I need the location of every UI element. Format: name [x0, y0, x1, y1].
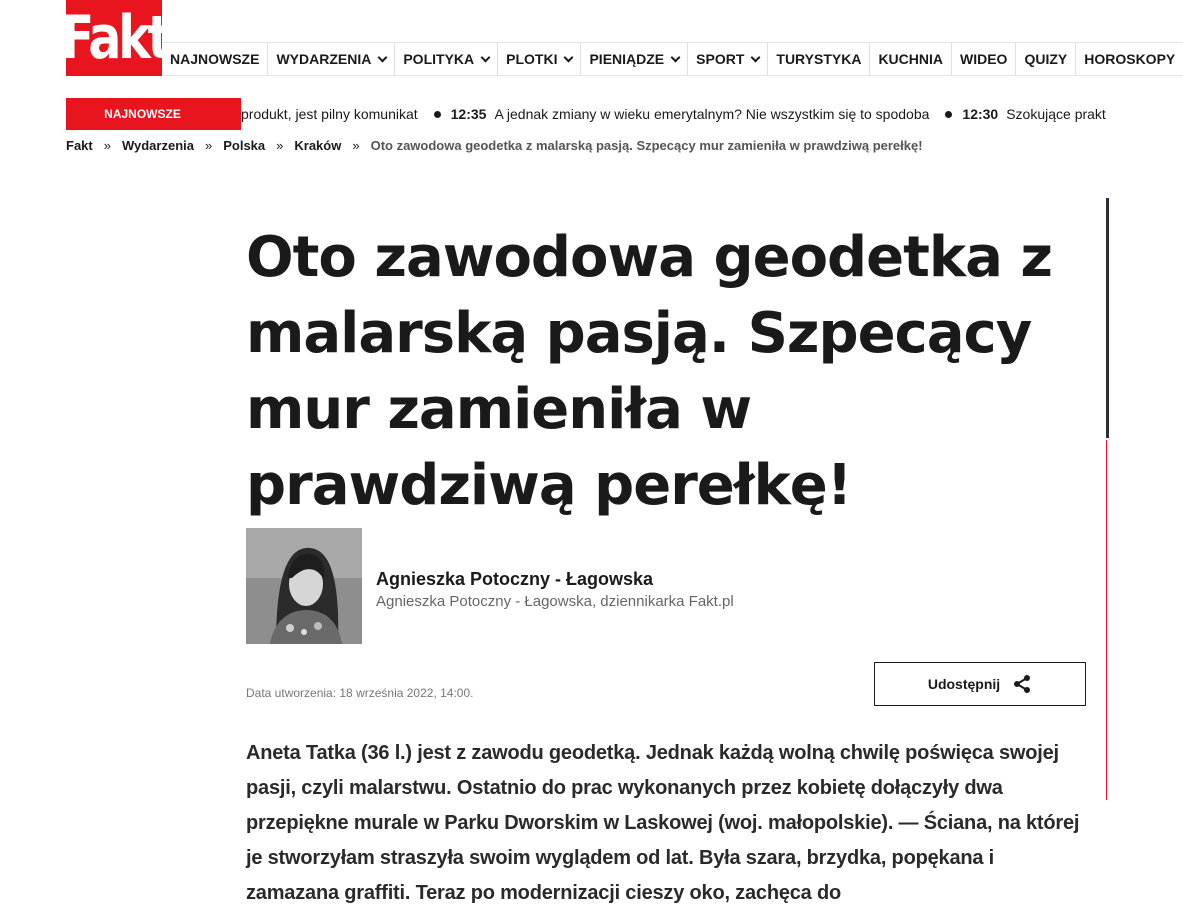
breadcrumb-separator: »: [276, 138, 284, 153]
nav-item-horoskopy[interactable]: [1076, 43, 1183, 75]
nav-item-polityka[interactable]: [395, 43, 498, 75]
nav-item-sport[interactable]: [688, 43, 768, 75]
author-description: Agnieszka Potoczny - Łagowska, dziennikarka Fakt.pl: [376, 593, 734, 610]
breadcrumb-separator: »: [204, 138, 213, 153]
ticker-item[interactable]: [434, 106, 930, 122]
nav-item-label: QUIZY: [1024, 51, 1068, 67]
ticker-label[interactable]: NAJNOWSZE: [66, 98, 241, 130]
nav-item-najnowsze[interactable]: [162, 43, 268, 75]
side-ad-border: [1106, 440, 1109, 800]
bullet-icon: [945, 111, 952, 118]
breadcrumb-separator: »: [352, 138, 360, 153]
breadcrumb-current: Oto zawodowa geodetka z malarską pasją. Szpecący mur zamieniła w prawdziwą perełkę!: [370, 138, 923, 153]
ticker-item[interactable]: [241, 106, 418, 122]
nav-item-quizy[interactable]: [1016, 43, 1076, 75]
breadcrumb-item-polska[interactable]: Polska: [223, 138, 266, 153]
share-button[interactable]: [874, 662, 1086, 706]
fakt-logo[interactable]: [60, 0, 168, 76]
ticker-item[interactable]: [945, 106, 1105, 122]
chevron-down-icon: [481, 52, 491, 62]
chevron-down-icon: [564, 52, 574, 62]
chevron-down-icon: [378, 52, 388, 62]
nav-item-label: KUCHNIA: [878, 51, 943, 67]
publish-date: Data utworzenia: 18 września 2022, 14:00.: [246, 686, 474, 700]
nav-item-wideo[interactable]: [952, 43, 1016, 75]
chevron-down-icon: [671, 52, 681, 62]
author-name[interactable]: Agnieszka Potoczny - Łagowska: [376, 569, 654, 589]
main-nav: [162, 42, 1183, 76]
ticker-item-text: A jednak zmiany w wieku emerytalnym? Nie wszystkim się to spodoba: [494, 106, 930, 122]
ticker-item-time: 12:30: [962, 106, 999, 122]
breadcrumb-separator: »: [103, 138, 111, 153]
chevron-down-icon: [751, 52, 761, 62]
breadcrumb-item-fakt[interactable]: Fakt: [66, 138, 93, 153]
logo-text: Fakt: [60, 3, 168, 73]
author-avatar[interactable]: [246, 528, 362, 644]
author-photo: [246, 528, 362, 644]
article-title: Oto zawodowa geodetka z malarską pasją. Szpecący mur zamieniła w prawdziwą perełkę!: [246, 225, 1053, 518]
nav-item-label: WYDARZENIA: [276, 51, 372, 67]
nav-item-pieniądze[interactable]: [581, 43, 688, 75]
nav-item-label: HOROSKOPY: [1084, 51, 1176, 67]
nav-item-kuchnia[interactable]: [870, 43, 952, 75]
nav-item-label: NAJNOWSZE: [170, 51, 260, 67]
bullet-icon: [434, 111, 441, 118]
share-label: Udostępnij: [927, 676, 1001, 692]
breadcrumb: [66, 138, 923, 153]
ticker-item-text: produkt, jest pilny komunikat: [241, 106, 418, 122]
side-ad-frame: [1106, 198, 1109, 438]
nav-item-label: PIENIĄDZE: [589, 51, 665, 67]
breadcrumb-item-krakow[interactable]: Kraków: [294, 138, 342, 153]
nav-item-plotki[interactable]: [498, 43, 581, 75]
nav-item-label: WIDEO: [960, 51, 1008, 67]
nav-item-turystyka[interactable]: [768, 43, 870, 75]
ticker-item-text: Szokujące prakt: [1006, 106, 1106, 122]
nav-item-wydarzenia[interactable]: [268, 43, 395, 75]
breadcrumb-item-wydarzenia[interactable]: Wydarzenia: [121, 138, 194, 153]
nav-item-label: POLITYKA: [403, 51, 475, 67]
share-icon: [1012, 674, 1032, 694]
nav-item-label: PLOTKI: [506, 51, 558, 67]
nav-item-label: TURYSTYKA: [776, 51, 862, 67]
article-lead: Aneta Tatka (36 l.) jest z zawodu geodetką. Jednak każdą wolną chwilę poświęca swojej pasji, czyli malarstwu. Ostatnio do prac wykonanych przez kobietę dołączyły dwa przepiękne murale w Parku Dworskim w Laskowej (woj. małopolskie). — Ściana, na której je stworzyłam straszyła swoim wyglądem od lat. Była szara, brzydka, popękana i zamazana graffiti. Teraz po modernizacji cieszy oko, zachęca do: [246, 742, 1080, 904]
ticker-item-time: 12:35: [450, 106, 487, 122]
nav-item-label: SPORT: [696, 51, 745, 67]
news-ticker: [241, 98, 1109, 130]
